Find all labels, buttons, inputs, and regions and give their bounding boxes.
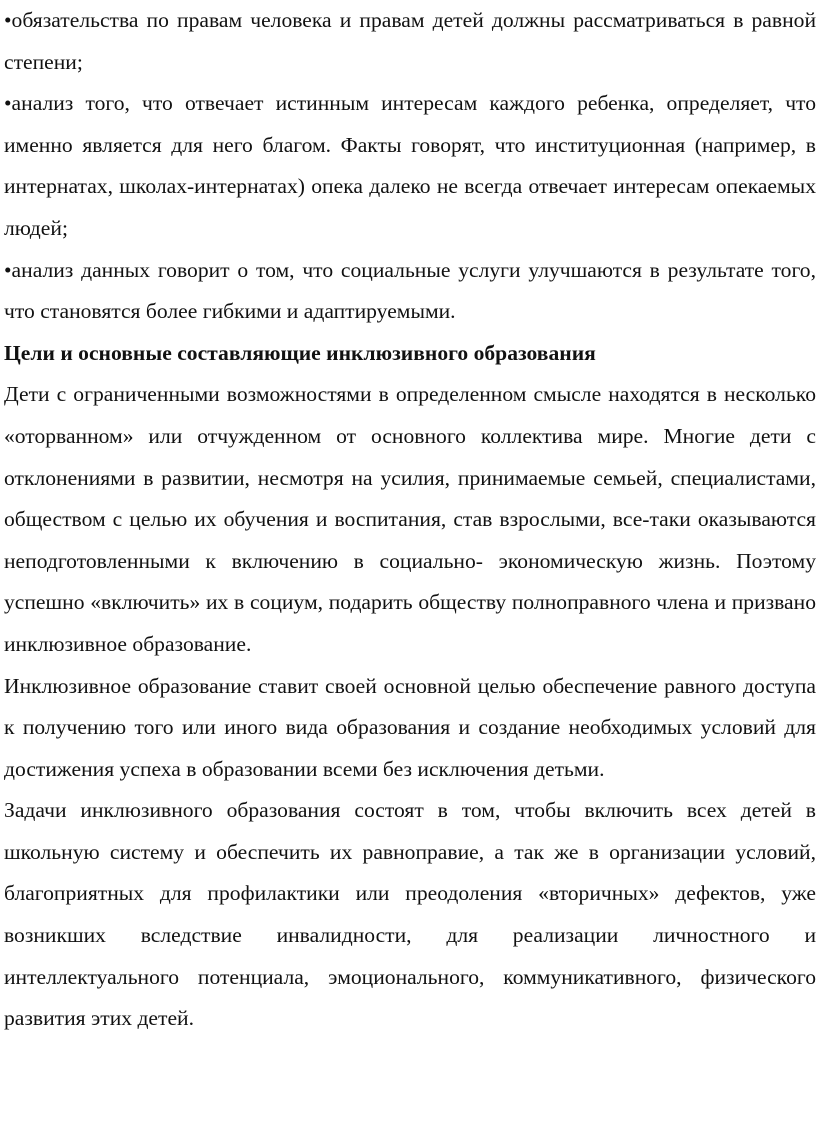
- bullet-paragraph: •обязательства по правам человека и правам детей должны рассматриваться в равной степени;: [4, 8, 816, 74]
- bullet-paragraph: •анализ того, что отвечает истинным интересам каждого ребенка, определяет, что именно является для него благом. Факты говорят, что институционная (например, в интернатах, школах-интернатах) опека далеко не всегда отвечает интересам опекаемых людей;: [4, 91, 816, 240]
- body-paragraph: Дети с ограниченными возможностями в определенном смысле находятся в несколько «оторванном» или отчужденном от основного коллектива мире. Многие дети с отклонениями в развитии, несмотря на усилия, принимаемые семьей, специалистами, обществом с целью их обучения и воспитания, став взрослыми, все-таки оказываются неподготовленными к включению в социально- экономическую жизнь. Поэтому успешно «включить» их в социум, подарить обществу полноправного члена и призвано инклюзивное образование.: [4, 382, 816, 656]
- section-heading: Цели и основные составляющие инклюзивного образования: [4, 340, 596, 365]
- bullet-paragraph: •анализ данных говорит о том, что социальные услуги улучшаются в результате того, что становятся более гибкими и адаптируемыми.: [4, 257, 816, 324]
- body-paragraph: Инклюзивное образование ставит своей основной целью обеспечение равного доступа к получению того или иного вида образования и создание необходимых условий для достижения успеха в образовании всеми без исключения детьми.: [4, 673, 816, 781]
- body-paragraph: Задачи инклюзивного образования состоят в том, чтобы включить всех детей в школьную систему и обеспечить их равноправие, а так же в организации условий, благоприятных для профилактики или преодоления «вторичных» дефектов, уже возникших вследствие инвалидности, для реализации личностного и интеллектуального потенциала, эмоционального, коммуникативного, физического развития этих детей.: [4, 798, 816, 1031]
